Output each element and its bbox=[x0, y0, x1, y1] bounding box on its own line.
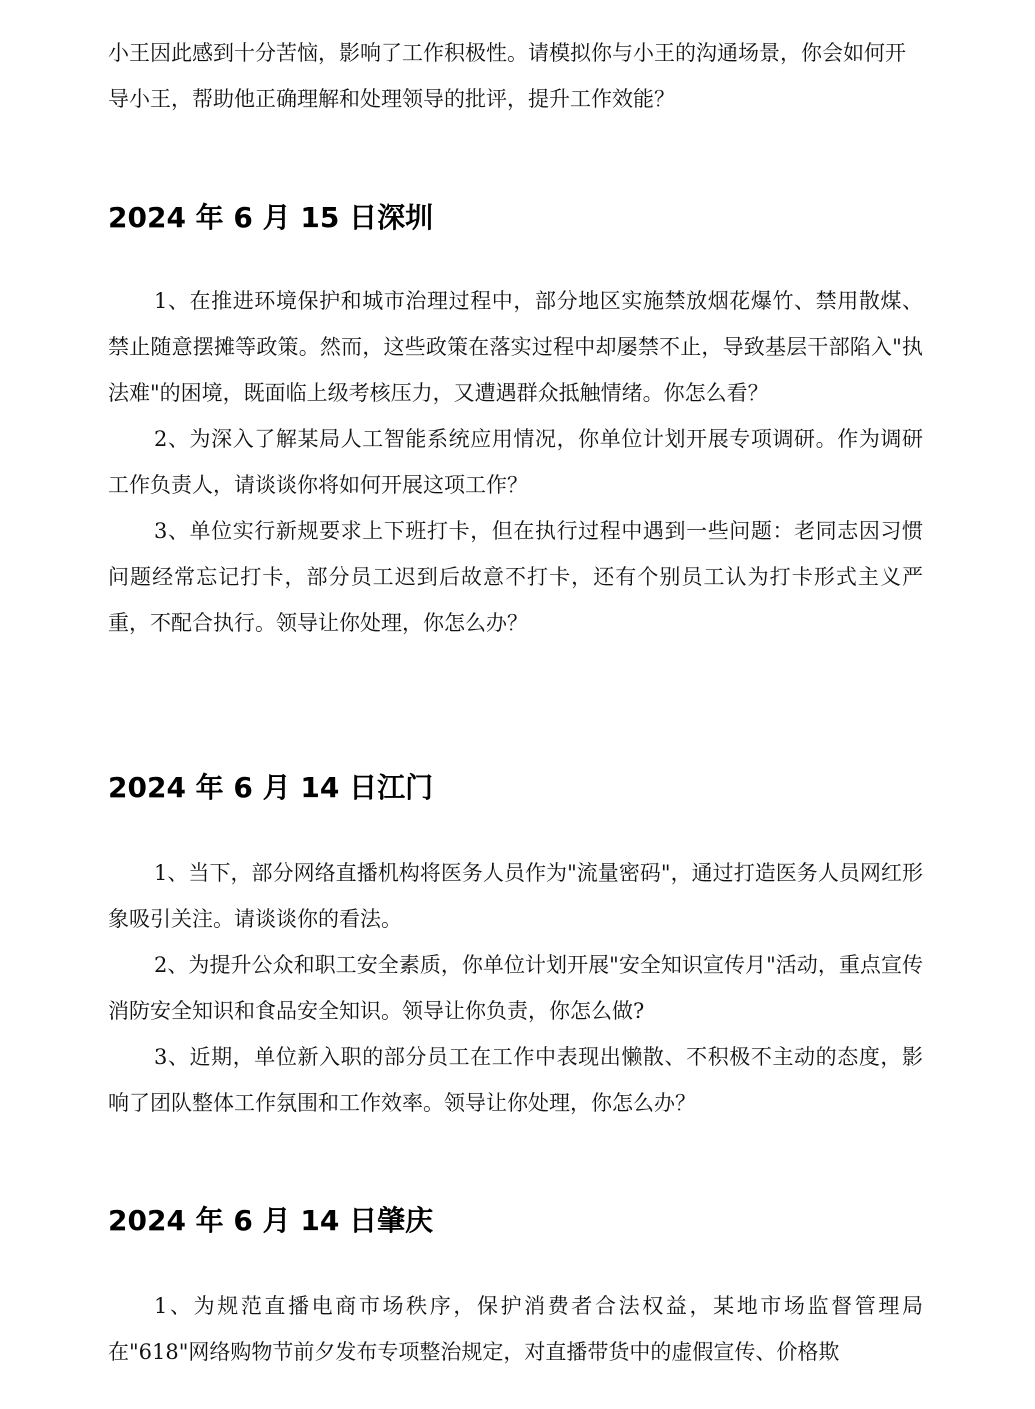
section-shenzhen bbox=[108, 200, 923, 646]
question-item: 2、为提升公众和职工安全素质，你单位计划开展"安全知识宣传月"活动，重点宣传消防安全知识和食品安全知识。领导让你负责，你怎么做? bbox=[108, 953, 923, 1023]
intro-paragraph: 小王因此感到十分苦恼，影响了工作积极性。请模拟你与小王的沟通场景，你会如何开导小王，帮助他正确理解和处理领导的批评，提升工作效能？ bbox=[108, 41, 906, 111]
section-heading: 2024 年 6 月 14 日江门 bbox=[108, 771, 434, 804]
section-jiangmen bbox=[108, 770, 923, 1126]
question-list bbox=[108, 850, 923, 1126]
question-item: 1、在推进环境保护和城市治理过程中，部分地区实施禁放烟花爆竹、禁用散煤、禁止随意摆摊等政策。然而，这些政策在落实过程中却屡禁不止，导致基层干部陷入"执法难"的困境，既面临上级考核压力，又遭遇群众抵触情绪。你怎么看？ bbox=[108, 289, 923, 405]
question-item: 1、当下，部分网络直播机构将医务人员作为"流量密码"，通过打造医务人员网红形象吸引关注。请谈谈你的看法。 bbox=[108, 861, 923, 931]
question-list bbox=[108, 1283, 923, 1375]
question-list bbox=[108, 278, 923, 646]
section-heading: 2024 年 6 月 15 日深圳 bbox=[108, 201, 434, 234]
section-heading: 2024 年 6 月 14 日肇庆 bbox=[108, 1204, 434, 1237]
section-zhaoqing bbox=[108, 1203, 923, 1375]
question-item: 2、为深入了解某局人工智能系统应用情况，你单位计划开展专项调研。作为调研工作负责人，请谈谈你将如何开展这项工作？ bbox=[108, 427, 923, 497]
question-item: 3、单位实行新规要求上下班打卡，但在执行过程中遇到一些问题：老同志因习惯问题经常忘记打卡，部分员工迟到后故意不打卡，还有个别员工认为打卡形式主义严重，不配合执行。领导让你处理，你怎么办？ bbox=[108, 519, 923, 635]
question-item: 1、为规范直播电商市场秩序，保护消费者合法权益，某地市场监督管理局在"618"网络购物节前夕发布专项整治规定，对直播带货中的虚假宣传、价格欺 bbox=[108, 1294, 923, 1364]
question-item: 3、近期，单位新入职的部分员工在工作中表现出懒散、不积极不主动的态度，影响了团队整体工作氛围和工作效率。领导让你处理，你怎么办？ bbox=[108, 1045, 923, 1115]
